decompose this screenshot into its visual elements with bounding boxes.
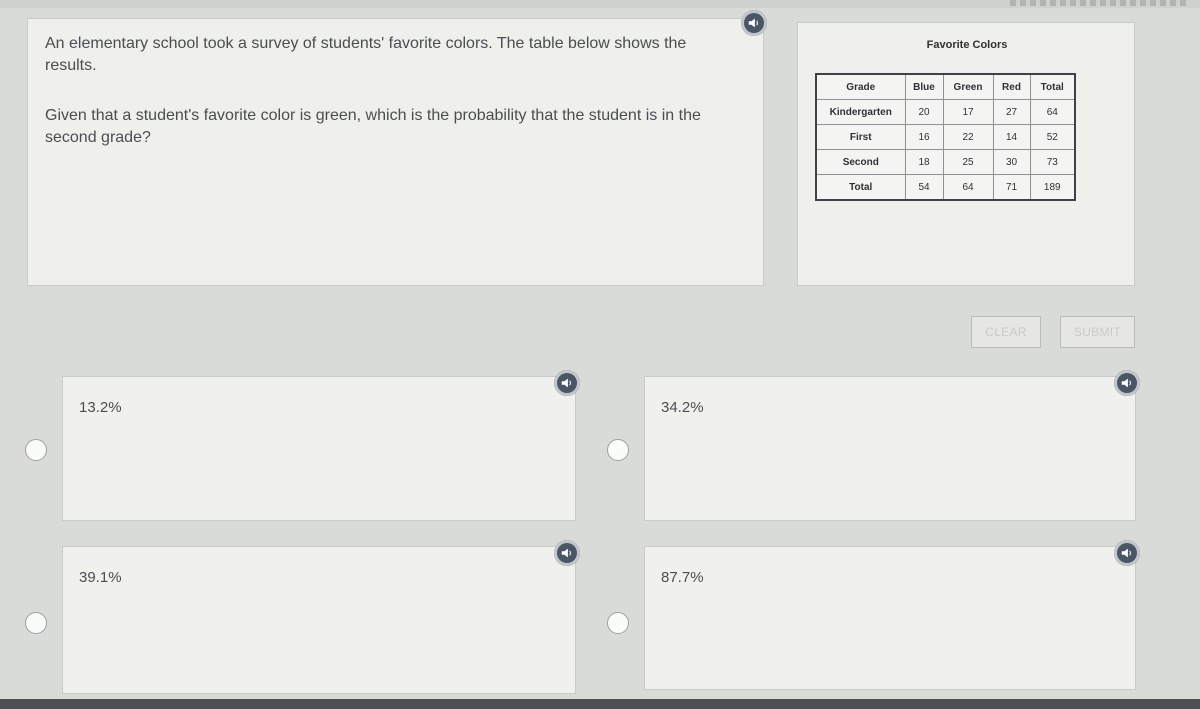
answer-3-speaker-icon[interactable]	[554, 540, 580, 566]
answer-2-speaker-icon[interactable]	[1114, 370, 1140, 396]
speaker-glyph	[560, 376, 574, 390]
answer-choice-3[interactable]	[62, 546, 576, 694]
answer-choice-4[interactable]	[644, 546, 1136, 690]
top-bar-strip	[1010, 0, 1190, 6]
question-prompt: Given that a student's favorite color is green, which is the probability that the student is in the second grade?	[45, 107, 701, 146]
table-header-row	[816, 74, 1075, 100]
row-label: Total	[816, 175, 905, 201]
table-cell: 30	[993, 150, 1030, 175]
table-cell: 73	[1030, 150, 1075, 175]
favorite-colors-table	[815, 73, 1076, 201]
submit-button[interactable]: SUBMIT	[1060, 316, 1135, 348]
header-total: Total	[1030, 74, 1075, 100]
question-card	[27, 18, 764, 286]
question-intro: An elementary school took a survey of students' favorite colors. The table below shows the results.	[45, 35, 687, 74]
answer-radio-4[interactable]	[607, 612, 629, 634]
row-label: Second	[816, 150, 905, 175]
table-row	[816, 100, 1075, 125]
answer-1-speaker-icon[interactable]	[554, 370, 580, 396]
table-row	[816, 125, 1075, 150]
bottom-bar	[0, 699, 1200, 709]
table-title: Favorite Colors	[926, 39, 1008, 51]
table-cell: 18	[905, 150, 943, 175]
table-cell: 71	[993, 175, 1030, 201]
header-green: Green	[943, 74, 993, 100]
speaker-glyph	[747, 16, 761, 30]
row-label: Kindergarten	[816, 100, 905, 125]
header-red: Red	[993, 74, 1030, 100]
answer-radio-1[interactable]	[25, 439, 47, 461]
question-speaker-icon[interactable]	[741, 10, 767, 36]
clear-button[interactable]: CLEAR	[971, 316, 1041, 348]
table-cell: 17	[943, 100, 993, 125]
answer-label: 87.7%	[661, 569, 704, 586]
header-grade: Grade	[816, 74, 905, 100]
speaker-glyph	[1120, 376, 1134, 390]
table-cell: 64	[1030, 100, 1075, 125]
table-cell: 14	[993, 125, 1030, 150]
table-row	[816, 175, 1075, 201]
answer-label: 39.1%	[79, 569, 122, 586]
table-cell: 20	[905, 100, 943, 125]
header-blue: Blue	[905, 74, 943, 100]
table-cell: 54	[905, 175, 943, 201]
table-cell: 64	[943, 175, 993, 201]
table-cell: 189	[1030, 175, 1075, 201]
answer-radio-3[interactable]	[25, 612, 47, 634]
answer-4-speaker-icon[interactable]	[1114, 540, 1140, 566]
table-cell: 22	[943, 125, 993, 150]
answer-radio-2[interactable]	[607, 439, 629, 461]
table-cell: 25	[943, 150, 993, 175]
top-bar	[0, 0, 1200, 8]
answer-choice-2[interactable]	[644, 376, 1136, 521]
speaker-glyph	[560, 546, 574, 560]
row-label: First	[816, 125, 905, 150]
speaker-glyph	[1120, 546, 1134, 560]
answer-label: 34.2%	[661, 399, 704, 416]
table-card	[797, 22, 1135, 286]
table-cell: 16	[905, 125, 943, 150]
table-cell: 52	[1030, 125, 1075, 150]
table-row	[816, 150, 1075, 175]
table-cell: 27	[993, 100, 1030, 125]
answer-label: 13.2%	[79, 399, 122, 416]
answer-choice-1[interactable]	[62, 376, 576, 521]
